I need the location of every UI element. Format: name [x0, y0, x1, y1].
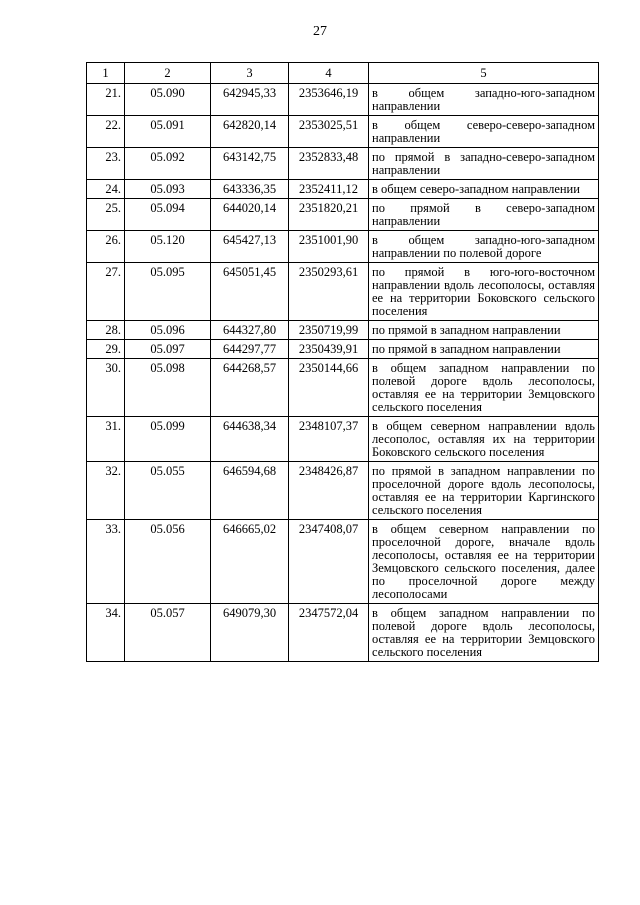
point-code: 05.095 — [125, 263, 211, 321]
coordinate-y: 2350144,66 — [289, 359, 369, 417]
table-row — [87, 116, 599, 148]
coordinate-x: 645427,13 — [211, 231, 289, 263]
table-row — [87, 417, 599, 462]
coordinate-y: 2347572,04 — [289, 604, 369, 662]
boundary-description: в общем северном направлении вдоль лесополос, оставляя их на территории Боковского сельского поселения — [369, 417, 599, 462]
coordinate-x: 644327,80 — [211, 321, 289, 340]
coordinate-y: 2353646,19 — [289, 84, 369, 116]
table-row — [87, 604, 599, 662]
boundary-description: по прямой в юго-юго-восточном направлении вдоль лесополосы, оставляя ее на территории Боковского сельского поселения — [369, 263, 599, 321]
coordinate-x: 644268,57 — [211, 359, 289, 417]
table-row — [87, 84, 599, 116]
boundary-coordinates-table — [86, 62, 599, 662]
coordinate-x: 646665,02 — [211, 520, 289, 604]
coordinate-y: 2352833,48 — [289, 148, 369, 180]
table-row — [87, 180, 599, 199]
coordinate-y: 2352411,12 — [289, 180, 369, 199]
point-code: 05.091 — [125, 116, 211, 148]
column-header-5: 5 — [369, 63, 599, 84]
point-code: 05.057 — [125, 604, 211, 662]
column-header-2: 2 — [125, 63, 211, 84]
boundary-description: в общем северо-западном направлении — [369, 180, 599, 199]
point-code: 05.120 — [125, 231, 211, 263]
table-row — [87, 148, 599, 180]
boundary-description: в общем северном направлении по проселочной дороге, вначале вдоль лесополосы, оставляя ее на территории Земцовского сельского поселения, далее по проселочной дороге между лесополосами — [369, 520, 599, 604]
coordinate-x: 642945,33 — [211, 84, 289, 116]
coordinate-y: 2350293,61 — [289, 263, 369, 321]
row-number: 22. — [87, 116, 125, 148]
boundary-description: по прямой в северо-западном направлении — [369, 199, 599, 231]
table-header-row — [87, 63, 599, 84]
boundary-description: по прямой в западном направлении — [369, 340, 599, 359]
point-code: 05.092 — [125, 148, 211, 180]
table-row — [87, 520, 599, 604]
page-number: 27 — [313, 24, 327, 39]
coordinate-x: 644638,34 — [211, 417, 289, 462]
coordinate-x: 645051,45 — [211, 263, 289, 321]
coordinate-x: 646594,68 — [211, 462, 289, 520]
row-number: 29. — [87, 340, 125, 359]
coordinate-x: 643142,75 — [211, 148, 289, 180]
point-code: 05.094 — [125, 199, 211, 231]
point-code: 05.090 — [125, 84, 211, 116]
column-header-1: 1 — [87, 63, 125, 84]
coordinate-y: 2351820,21 — [289, 199, 369, 231]
boundary-description: в общем западно-юго-западном направлении — [369, 84, 599, 116]
column-header-4: 4 — [289, 63, 369, 84]
row-number: 30. — [87, 359, 125, 417]
boundary-description: в общем северо-северо-западном направлении — [369, 116, 599, 148]
point-code: 05.056 — [125, 520, 211, 604]
coordinate-x: 642820,14 — [211, 116, 289, 148]
coordinate-y: 2350719,99 — [289, 321, 369, 340]
point-code: 05.098 — [125, 359, 211, 417]
coordinate-x: 644297,77 — [211, 340, 289, 359]
coordinate-x: 643336,35 — [211, 180, 289, 199]
table-row — [87, 231, 599, 263]
row-number: 34. — [87, 604, 125, 662]
row-number: 21. — [87, 84, 125, 116]
boundary-description: в общем западном направлении по полевой дороге вдоль лесополосы, оставляя ее на территории Земцовского сельского поселения — [369, 359, 599, 417]
coordinate-y: 2347408,07 — [289, 520, 369, 604]
row-number: 27. — [87, 263, 125, 321]
row-number: 24. — [87, 180, 125, 199]
boundary-description: по прямой в западно-северо-западном направлении — [369, 148, 599, 180]
table-row — [87, 263, 599, 321]
row-number: 33. — [87, 520, 125, 604]
coordinate-x: 644020,14 — [211, 199, 289, 231]
point-code: 05.096 — [125, 321, 211, 340]
table-row — [87, 359, 599, 417]
coordinate-x: 649079,30 — [211, 604, 289, 662]
point-code: 05.055 — [125, 462, 211, 520]
boundary-description: в общем западном направлении по полевой дороге вдоль лесополосы, оставляя ее на территории Земцовского сельского поселения — [369, 604, 599, 662]
table-row — [87, 199, 599, 231]
row-number: 28. — [87, 321, 125, 340]
point-code: 05.097 — [125, 340, 211, 359]
table-row — [87, 321, 599, 340]
coordinate-y: 2348107,37 — [289, 417, 369, 462]
boundary-description: по прямой в западном направлении — [369, 321, 599, 340]
boundary-description: по прямой в западном направлении по проселочной дороге вдоль лесополосы, оставляя ее на территории Каргинского сельского поселения — [369, 462, 599, 520]
boundary-description: в общем западно-юго-западном направлении по полевой дороге — [369, 231, 599, 263]
row-number: 31. — [87, 417, 125, 462]
table-row — [87, 340, 599, 359]
coordinate-y: 2353025,51 — [289, 116, 369, 148]
row-number: 23. — [87, 148, 125, 180]
coordinate-y: 2350439,91 — [289, 340, 369, 359]
row-number: 32. — [87, 462, 125, 520]
point-code: 05.099 — [125, 417, 211, 462]
table-row — [87, 462, 599, 520]
coordinate-y: 2348426,87 — [289, 462, 369, 520]
coordinate-y: 2351001,90 — [289, 231, 369, 263]
row-number: 25. — [87, 199, 125, 231]
point-code: 05.093 — [125, 180, 211, 199]
column-header-3: 3 — [211, 63, 289, 84]
row-number: 26. — [87, 231, 125, 263]
